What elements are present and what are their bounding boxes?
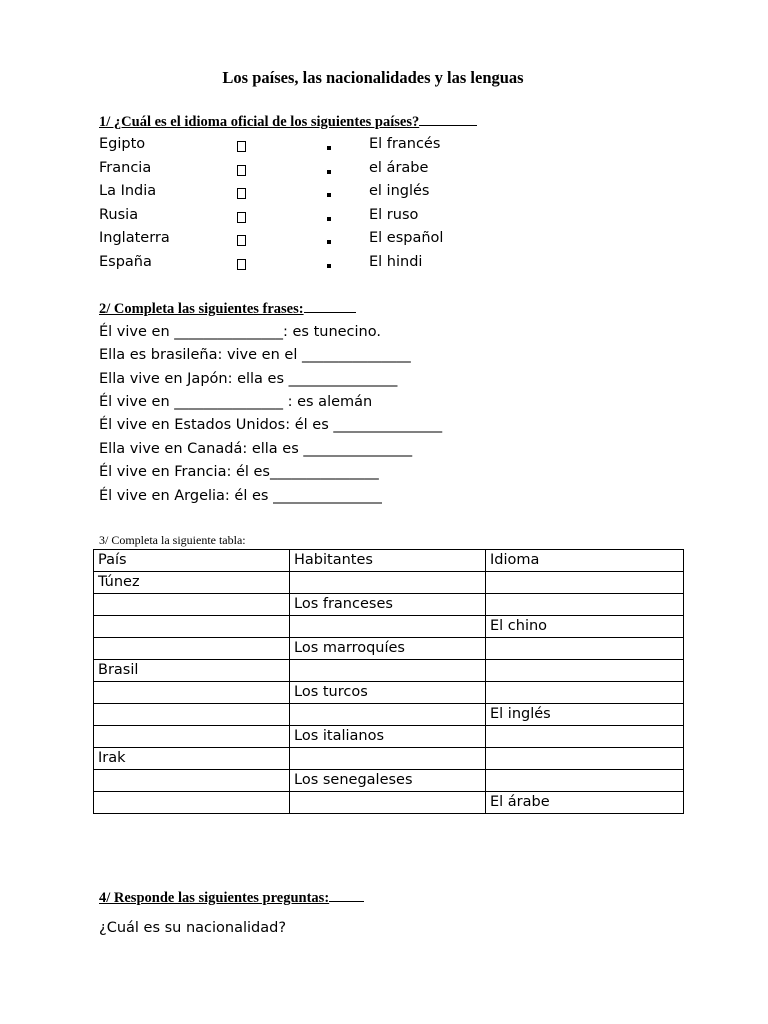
section-2-heading bbox=[99, 301, 356, 318]
table-cell[interactable] bbox=[94, 682, 290, 704]
table-cell[interactable]: Los turcos bbox=[290, 682, 486, 704]
heading-underline bbox=[419, 124, 477, 126]
table-cell[interactable] bbox=[290, 704, 486, 726]
table-cell[interactable] bbox=[486, 572, 684, 594]
language-item: El francés bbox=[369, 136, 441, 152]
table-cell[interactable] bbox=[94, 704, 290, 726]
table-row bbox=[94, 704, 684, 726]
sentence-item: Él vive en Francia: él es_______________ bbox=[99, 464, 379, 480]
table-cell[interactable] bbox=[94, 770, 290, 792]
table-cell[interactable]: Túnez bbox=[94, 572, 290, 594]
fill-in-table bbox=[93, 549, 684, 814]
column-header: Habitantes bbox=[290, 550, 486, 572]
heading-underline bbox=[304, 311, 356, 313]
checkbox-icon bbox=[237, 188, 246, 199]
table-cell[interactable] bbox=[486, 660, 684, 682]
table-row bbox=[94, 594, 684, 616]
table-cell[interactable] bbox=[486, 726, 684, 748]
table-cell[interactable] bbox=[94, 638, 290, 660]
checkbox-icon bbox=[237, 212, 246, 223]
table-cell[interactable]: Los senegaleses bbox=[290, 770, 486, 792]
bullet-icon bbox=[327, 217, 331, 221]
table-cell[interactable] bbox=[94, 594, 290, 616]
sentence-item: Él vive en Argelia: él es _______________ bbox=[99, 488, 382, 504]
table-cell[interactable] bbox=[94, 726, 290, 748]
section-1-heading bbox=[99, 114, 477, 131]
section-4-heading bbox=[99, 890, 364, 907]
country-item: Inglaterra bbox=[99, 230, 170, 246]
page-title: Los países, las nacionalidades y las lenguas bbox=[222, 68, 524, 87]
language-item: El español bbox=[369, 230, 444, 246]
country-item: Rusia bbox=[99, 207, 139, 223]
table-cell[interactable] bbox=[290, 748, 486, 770]
table-row bbox=[94, 572, 684, 594]
table-cell[interactable]: Brasil bbox=[94, 660, 290, 682]
bullet-icon bbox=[327, 146, 331, 150]
bullet-icon bbox=[327, 240, 331, 244]
table-header-row bbox=[94, 550, 684, 572]
language-item: El hindi bbox=[369, 254, 423, 270]
heading-underline bbox=[329, 900, 364, 902]
table-cell[interactable] bbox=[486, 748, 684, 770]
question-item: ¿Cuál es su nacionalidad? bbox=[99, 920, 287, 936]
section-1-heading-text: 1/ ¿Cuál es el idioma oficial de los siguientes países? bbox=[99, 114, 420, 130]
table-cell[interactable] bbox=[94, 616, 290, 638]
table-cell[interactable] bbox=[290, 660, 486, 682]
language-item: el árabe bbox=[369, 160, 429, 176]
sentence-item: Él vive en _______________: es tunecino. bbox=[99, 324, 381, 340]
table-row bbox=[94, 792, 684, 814]
table-row bbox=[94, 726, 684, 748]
table-cell[interactable] bbox=[486, 770, 684, 792]
table-cell[interactable]: El árabe bbox=[486, 792, 684, 814]
checkbox-icon bbox=[237, 235, 246, 246]
language-item: el inglés bbox=[369, 183, 430, 199]
country-item: La India bbox=[99, 183, 157, 199]
bullet-icon bbox=[327, 170, 331, 174]
table-row bbox=[94, 660, 684, 682]
table-row bbox=[94, 616, 684, 638]
sentence-item: Ella es brasileña: vive en el _______________ bbox=[99, 347, 411, 363]
checkbox-icon bbox=[237, 141, 246, 152]
sentence-item: Ella vive en Canadá: ella es _______________ bbox=[99, 441, 413, 457]
table-row bbox=[94, 748, 684, 770]
table-cell[interactable]: Los franceses bbox=[290, 594, 486, 616]
language-item: El ruso bbox=[369, 207, 419, 223]
column-header: Idioma bbox=[486, 550, 684, 572]
checkbox-icon bbox=[237, 259, 246, 270]
table-cell[interactable] bbox=[94, 792, 290, 814]
section-3-heading: 3/ Completa la siguiente tabla: bbox=[99, 533, 246, 547]
table-cell[interactable]: Irak bbox=[94, 748, 290, 770]
table-cell[interactable] bbox=[290, 792, 486, 814]
checkbox-icon bbox=[237, 165, 246, 176]
sentence-item: Él vive en _______________ : es alemán bbox=[99, 394, 373, 410]
country-item: Francia bbox=[99, 160, 152, 176]
table-row bbox=[94, 770, 684, 792]
section-4-heading-text: 4/ Responde las siguientes preguntas: bbox=[99, 890, 330, 906]
country-item: Egipto bbox=[99, 136, 146, 152]
sentence-item: Él vive en Estados Unidos: él es _______________ bbox=[99, 417, 443, 433]
table-cell[interactable]: El chino bbox=[486, 616, 684, 638]
table-cell[interactable] bbox=[486, 682, 684, 704]
bullet-icon bbox=[327, 264, 331, 268]
table-cell[interactable] bbox=[290, 616, 486, 638]
column-header: País bbox=[94, 550, 290, 572]
country-item: España bbox=[99, 254, 152, 270]
section-2-heading-text: 2/ Completa las siguientes frases: bbox=[99, 301, 304, 317]
bullet-icon bbox=[327, 193, 331, 197]
table-row bbox=[94, 682, 684, 704]
table-cell[interactable] bbox=[486, 594, 684, 616]
table-cell[interactable]: El inglés bbox=[486, 704, 684, 726]
table-cell[interactable] bbox=[486, 638, 684, 660]
table-cell[interactable]: Los marroquíes bbox=[290, 638, 486, 660]
table-cell[interactable]: Los italianos bbox=[290, 726, 486, 748]
table-cell[interactable] bbox=[290, 572, 486, 594]
sentence-item: Ella vive en Japón: ella es _______________ bbox=[99, 371, 398, 387]
table-row bbox=[94, 638, 684, 660]
